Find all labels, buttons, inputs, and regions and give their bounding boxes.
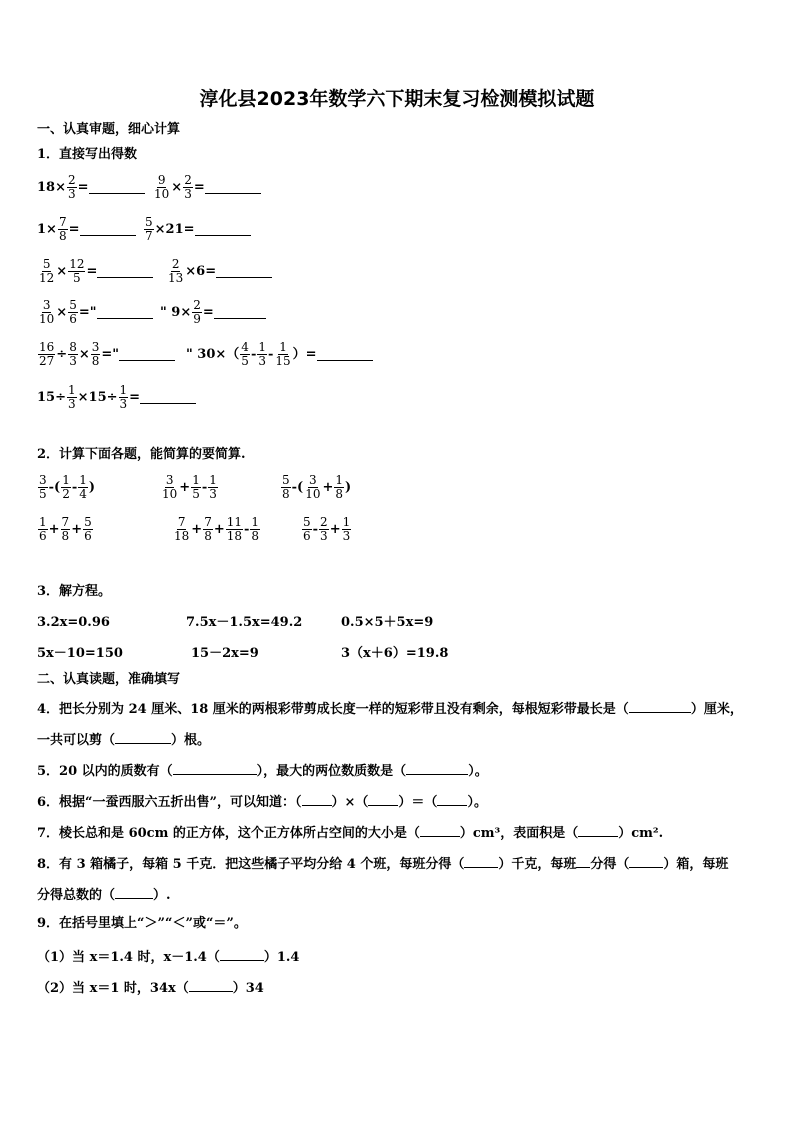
fraction: $\frac{2}{3}$ — [184, 173, 192, 201]
q1-item-e2: " 30×（ $\frac{4}{5}$ - $\frac{1}{3}$ - $\frac{1}{15}$ ）= — [186, 341, 373, 367]
q1-item-a2: $\frac{9}{10}$ × $\frac{2}{3}$ = — [152, 174, 261, 200]
fraction: $\frac{5}{12}$ — [39, 257, 55, 285]
answer-blank — [195, 223, 251, 236]
answer-blank — [216, 265, 272, 278]
fraction: $\frac{1}{15}$ — [275, 340, 291, 368]
q1-item-c2: $\frac{2}{13}$ ×6= — [166, 258, 272, 284]
q9-label: 9．在括号里填上“＞”“＜”或“＝”。 — [37, 916, 247, 931]
answer-blank — [140, 391, 196, 404]
q2-expr-1: $\frac{3}{5}$ -( $\frac{1}{2}$ - $\frac{1}{4}$ ) — [39, 473, 96, 501]
fraction: $\frac{16}{27}$ — [39, 340, 55, 368]
q9-part2: （2）当 x＝1 时，34x（ ）34 — [37, 981, 264, 996]
fraction: $\frac{12}{5}$ — [69, 257, 85, 285]
fraction: $\frac{2}{13}$ — [168, 257, 184, 285]
q3-label: 3．解方程。 — [37, 584, 112, 599]
q1-item-c1: $\frac{5}{12}$ × $\frac{12}{5}$ = — [37, 258, 153, 284]
q2-label: 2．计算下面各题，能简算的要简算. — [37, 447, 246, 462]
equation: 15－2x=9 — [191, 646, 259, 661]
equation: 7.5x－1.5x=49.2 — [186, 615, 303, 630]
fraction: $\frac{5}{6}$ — [69, 298, 77, 326]
section2-heading: 二、认真读题，准确填写 — [37, 672, 181, 687]
fraction: $\frac{8}{3}$ — [69, 340, 77, 368]
answer-blank — [97, 265, 153, 278]
q2-expr-2: $\frac{3}{10}$ + $\frac{1}{5}$ - $\frac{1}{3}$ — [162, 473, 217, 501]
q1-item-d1: $\frac{3}{10}$ × $\frac{5}{6}$ =" — [37, 299, 153, 325]
fraction: $\frac{7}{8}$ — [58, 215, 67, 243]
fraction: $\frac{3}{10}$ — [39, 298, 55, 326]
q1-item-b2: $\frac{5}{7}$ ×21= — [143, 216, 251, 242]
answer-blank — [97, 306, 153, 319]
fraction: $\frac{9}{10}$ — [154, 173, 170, 201]
section1-heading: 一、认真审题，细心计算 — [37, 122, 181, 137]
q6: 6．根据“一蚕西服六五折出售”，可以知道：（ ）×（ ）＝（ ）。 — [37, 795, 487, 810]
fraction: $\frac{5}{7}$ — [145, 215, 153, 243]
equation: 3.2x=0.96 — [37, 615, 110, 630]
fraction: $\frac{2}{3}$ — [67, 173, 76, 201]
q1-item-e1: $\frac{16}{27}$ ÷ $\frac{8}{3}$ × $\frac{3}{8}$ =" — [37, 341, 175, 367]
answer-blank — [317, 348, 373, 361]
q2-expr-4: $\frac{1}{6}$ + $\frac{7}{8}$ + $\frac{5}{6}$ — [39, 515, 92, 543]
page-title: 淳化县2023年数学六下期末复习检测模拟试题 — [199, 88, 595, 110]
equation: 5x－10=150 — [37, 646, 123, 661]
q1-item-a1: 18× $\frac{2}{3}$ = — [37, 174, 145, 200]
q1-item-d2: " 9× $\frac{2}{9}$ = — [160, 299, 266, 325]
fraction: $\frac{2}{9}$ — [193, 298, 201, 326]
q2-expr-5: $\frac{7}{18}$ + $\frac{7}{8}$ + $\frac{11}{18}$ - $\frac{1}{8}$ — [174, 515, 260, 543]
q4-line2: 一共可以剪（ ）根。 — [37, 733, 211, 748]
equation: 3（x＋6）=19.8 — [341, 646, 449, 661]
answer-blank — [214, 306, 266, 319]
fraction: $\frac{1}{3}$ — [119, 383, 128, 411]
q8-line2: 分得总数的（ ）. — [37, 888, 171, 903]
equation: 0.5×5＋5x=9 — [341, 615, 434, 630]
q1-label: 1．直接写出得数 — [37, 147, 138, 162]
q8-line1: 8．有 3 箱橘子，每箱 5 千克．把这些橘子平均分给 4 个班，每班分得（ ）千克，每班 分得（ ）箱，每班 — [37, 857, 729, 872]
q9-part1: （1）当 x＝1.4 时，x－1.4（ ）1.4 — [37, 950, 300, 965]
q4-line1: 4．把长分别为 24 厘米、18 厘米的两根彩带剪成长度一样的短彩带且没有剩余，每根短彩带最长是（ ）厘米， — [37, 702, 743, 717]
q2-expr-3: $\frac{5}{8}$ -( $\frac{3}{10}$ + $\frac{1}{8}$ ) — [282, 473, 352, 501]
answer-blank — [80, 223, 136, 236]
q7: 7．棱长总和是 60cm 的正方体，这个正方体所占空间的大小是（ ）cm³，表面积是（ ）cm². — [37, 826, 664, 841]
answer-blank — [119, 348, 175, 361]
answer-blank — [205, 181, 261, 194]
answer-blank — [89, 181, 145, 194]
fraction: $\frac{1}{3}$ — [258, 340, 266, 368]
fraction: $\frac{4}{5}$ — [241, 340, 249, 368]
q1-item-f1: 15÷ $\frac{1}{3}$ ×15÷ $\frac{1}{3}$ = — [37, 384, 196, 410]
fraction: $\frac{1}{3}$ — [67, 383, 76, 411]
fraction: $\frac{3}{8}$ — [91, 340, 100, 368]
q1-item-b1: 1× $\frac{7}{8}$ = — [37, 216, 136, 242]
q2-expr-6: $\frac{5}{6}$ - $\frac{2}{3}$ + $\frac{1}{3}$ — [303, 515, 351, 543]
q5: 5．20 以内的质数有（ ），最大的两位数质数是（ ）。 — [37, 764, 488, 779]
